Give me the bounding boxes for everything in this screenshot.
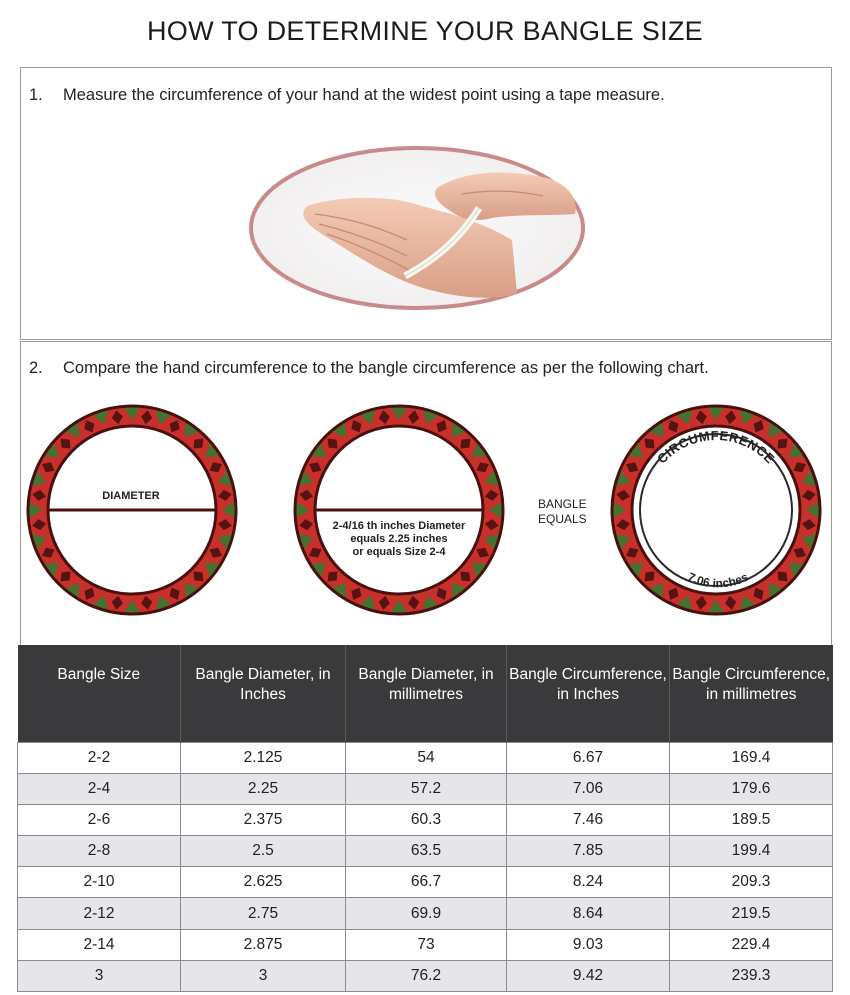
table-cell: 2.75 (181, 898, 346, 929)
step-2-instruction (29, 359, 709, 378)
equals-line-2: EQUALS (538, 512, 587, 526)
example-caption-line-3: or equals Size 2-4 (352, 546, 446, 558)
header-diameter-mm: Bangle Diameter, in millimetres (346, 645, 507, 742)
bangle-ring-icon (293, 404, 505, 616)
bangle-ring-icon (610, 404, 822, 616)
bangle-size-table (17, 645, 833, 992)
table-row (18, 836, 833, 867)
equals-line-1: BANGLE (538, 497, 587, 511)
circumference-value: 7.06 inches (685, 569, 751, 591)
example-caption (323, 520, 475, 559)
table-row (18, 773, 833, 804)
table-cell: 2.5 (181, 836, 346, 867)
table-cell: 2.125 (181, 742, 346, 773)
diameter-label: DIAMETER (102, 490, 160, 502)
table-cell: 2-6 (18, 804, 181, 835)
table-cell: 66.7 (346, 867, 507, 898)
bangle-example-diagram (293, 404, 505, 616)
table-cell: 8.64 (507, 898, 670, 929)
table-cell: 189.5 (670, 804, 833, 835)
hand-measuring-illustration (247, 144, 587, 312)
table-cell: 239.3 (670, 960, 833, 991)
table-cell: 63.5 (346, 836, 507, 867)
table-cell: 9.03 (507, 929, 670, 960)
table-cell: 8.24 (507, 867, 670, 898)
table-cell: 7.46 (507, 804, 670, 835)
page-title: HOW TO DETERMINE YOUR BANGLE SIZE (147, 16, 703, 46)
table-cell: 2-8 (18, 836, 181, 867)
bangle-circumference-diagram (610, 404, 822, 616)
table-cell: 2-14 (18, 929, 181, 960)
table-cell: 60.3 (346, 804, 507, 835)
header-circumference-mm: Bangle Circumference, in millimetres (670, 645, 833, 742)
step-1-number: 1. (29, 86, 43, 104)
table-cell: 2.375 (181, 804, 346, 835)
table-row (18, 804, 833, 835)
example-caption-line-2: equals 2.25 inches (350, 533, 448, 545)
table-cell: 69.9 (346, 898, 507, 929)
table-row (18, 898, 833, 929)
step-2-text: Compare the hand circumference to the bangle circumference as per the following chart. (63, 359, 709, 377)
table-cell: 3 (18, 960, 181, 991)
table-cell: 9.42 (507, 960, 670, 991)
header-bangle-size: Bangle Size (18, 645, 181, 742)
table-cell: 2.875 (181, 929, 346, 960)
step-2-number: 2. (29, 359, 43, 377)
table-cell: 2-4 (18, 773, 181, 804)
table-row (18, 867, 833, 898)
bangle-equals-text (538, 497, 587, 527)
table-cell: 2.25 (181, 773, 346, 804)
table-cell: 219.5 (670, 898, 833, 929)
table-cell: 2-10 (18, 867, 181, 898)
table-cell: 3 (181, 960, 346, 991)
bangle-diameter-diagram (26, 404, 238, 616)
table-cell: 76.2 (346, 960, 507, 991)
table-cell: 229.4 (670, 929, 833, 960)
step-1-instruction (29, 86, 665, 105)
table-cell: 7.85 (507, 836, 670, 867)
table-cell: 73 (346, 929, 507, 960)
circumference-label: CIRCUMFERENCE (654, 427, 778, 467)
table-cell: 7.06 (507, 773, 670, 804)
table-row (18, 929, 833, 960)
table-cell: 57.2 (346, 773, 507, 804)
table-cell: 54 (346, 742, 507, 773)
header-circumference-inches: Bangle Circumference, in Inches (507, 645, 670, 742)
step-1-text: Measure the circumference of your hand at the widest point using a tape measure. (63, 86, 665, 104)
example-caption-line-1: 2-4/16 th inches Diameter (332, 520, 466, 532)
table-cell: 6.67 (507, 742, 670, 773)
table-cell: 169.4 (670, 742, 833, 773)
table-cell: 2-2 (18, 742, 181, 773)
table-row (18, 960, 833, 991)
table-header-row (18, 645, 833, 742)
table-cell: 2-12 (18, 898, 181, 929)
step-1-panel (20, 67, 832, 340)
table-cell: 2.625 (181, 867, 346, 898)
step-2-panel (20, 341, 832, 645)
header-diameter-inches: Bangle Diameter, in Inches (181, 645, 346, 742)
table-cell: 179.6 (670, 773, 833, 804)
table-cell: 199.4 (670, 836, 833, 867)
table-cell: 209.3 (670, 867, 833, 898)
table-row (18, 742, 833, 773)
bangle-ring-icon (26, 404, 238, 616)
